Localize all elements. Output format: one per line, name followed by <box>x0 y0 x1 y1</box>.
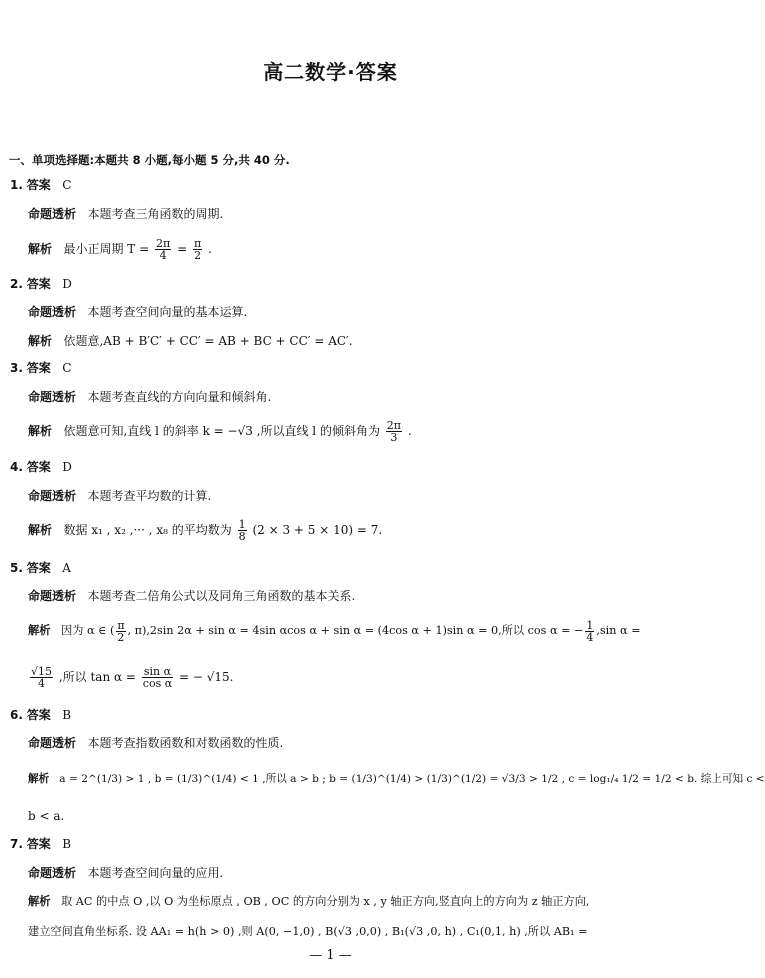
q4-answer-row: 4. 答案 D <box>10 460 72 474</box>
q3-analysis: 解析 依题意可知,直线 l 的斜率 k = −√3 ,所以直线 l 的倾斜角为 $\frac{2\pi}{3}$ . <box>28 419 412 444</box>
q5-answer: A <box>62 561 71 575</box>
q5-analysis-line2: $\frac{√15}{4}$ ,所以 tan α = $\frac{\text{sin α}}{\text{cos α}}$ = − √15. <box>31 665 234 690</box>
fraction: $\frac{\pi}{2}$ <box>193 237 202 262</box>
q2-analysis: 解析 依题意,AB + B′C′ + CC′ = AB + BC + CC′ = AC′. <box>28 334 353 348</box>
fraction: $\frac{2\pi}{3}$ <box>386 419 402 444</box>
q1-answer: C <box>62 178 72 192</box>
q7-analysis-line2: 建立空间直角坐标系. 设 AA₁ = h(h > 0) ,则 A(0, −1,0) , B(√3 ,0,0) , B₁(√3 ,0, h) , C₁(0,1, h) ,所以 AB₁ = <box>28 925 588 938</box>
fraction: $\frac{1}{4}$ <box>586 618 594 644</box>
fraction: $\frac{\text{sin α}}{\text{cos α}}$ <box>142 665 173 690</box>
q6-answer-row: 6. 答案 B <box>10 708 72 722</box>
q1-analysis: 解析 最小正周期 T = $\frac{2\pi}{4}$ = $\frac{\pi}{2}$ . <box>28 237 212 262</box>
q6-answer: B <box>62 708 72 722</box>
fraction: $\frac{1}{8}$ <box>238 518 246 543</box>
q2-intent: 命题透析 本题考查空间向量的基本运算. <box>28 305 248 319</box>
q6-analysis-line2: b < a. <box>28 809 65 823</box>
q6-intent: 命题透析 本题考查指数函数和对数函数的性质. <box>28 736 284 750</box>
intent-label: 命题透析 <box>28 207 77 221</box>
q5-answer-row: 5. 答案 A <box>10 561 71 575</box>
q1-intent-text: 本题考查三角函数的周期. <box>87 207 224 221</box>
q3-answer: C <box>62 361 72 375</box>
section-heading: 一、单项选择题:本题共 8 小题,每小题 5 分,共 40 分. <box>9 153 290 167</box>
q2-answer-row: 2. 答案 D <box>10 277 72 291</box>
page-title: 高二数学·答案 <box>263 60 398 84</box>
analysis-label: 解析 <box>28 242 53 256</box>
q4-answer: D <box>62 460 72 474</box>
q7-analysis: 解析 取 AC 的中点 O ,以 O 为坐标原点 , OB , OC 的方向分别为 x , y 轴正方向,竖直向上的方向为 z 轴正方向, <box>28 895 590 908</box>
fraction: $\frac{\pi}{2}$ <box>117 618 125 644</box>
q5-analysis: 解析 因为 α ∈ ( $\frac{\pi}{2}$ , π),2sin 2α + sin α = 4sin αcos α + sin α = (4cos α + 1)sin α = 0,所以 cos α = − $\frac{1}{4}$ ,sin α = <box>28 618 641 644</box>
q4-analysis: 解析 数据 x₁ , x₂ ,··· , x₈ 的平均数为 $\frac{1}{8}$ (2 × 3 + 5 × 10) = 7. <box>28 518 383 543</box>
q1-number: 1. <box>10 178 23 192</box>
fraction: $\frac{2\pi}{4}$ <box>156 237 171 262</box>
q1-intent <box>28 206 223 222</box>
q7-answer: B <box>62 837 72 851</box>
page-number: — 1 — <box>309 948 352 963</box>
q3-answer-row: 3. 答案 C <box>10 361 72 375</box>
q4-intent: 命题透析 本题考查平均数的计算. <box>28 489 212 503</box>
q6-analysis: 解析 a = 2^(1/3) > 1 , b = (1/3)^(1/4) < 1 ,所以 a > b ; b = (1/3)^(1/4) > (1/3)^(1/2) = √3/3 > 1/2 , c = log₁/₄ 1/2 = 1/2 < b. 综上可知 c < <box>28 773 765 785</box>
q7-answer-row: 7. 答案 B <box>10 837 72 851</box>
q7-intent: 命题透析 本题考查空间向量的应用. <box>28 866 224 880</box>
answer-label: 答案 <box>26 178 51 192</box>
q3-intent: 命题透析 本题考查直线的方向向量和倾斜角. <box>28 390 272 404</box>
fraction: $\frac{√15}{4}$ <box>31 665 53 690</box>
q1-answer-row <box>10 177 71 193</box>
q2-answer: D <box>62 277 72 291</box>
q5-intent: 命题透析 本题考查二倍角公式以及同角三角函数的基本关系. <box>28 589 356 603</box>
